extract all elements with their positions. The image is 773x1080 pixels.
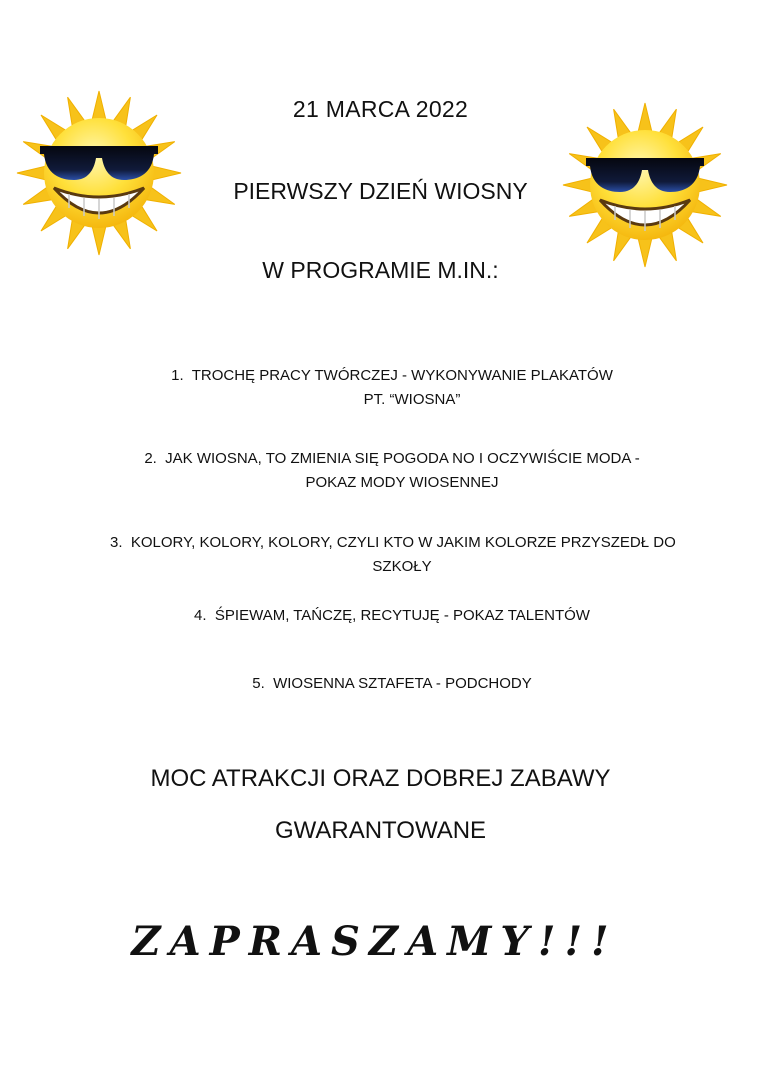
item-number: 5. xyxy=(252,675,265,692)
item-text-continued: SZKOŁY xyxy=(372,558,432,575)
item-text: TROCHĘ PRACY TWÓRCZEJ - WYKONYWANIE PLAKATÓW xyxy=(191,367,613,384)
item-text-continued: POKAZ MODY WIOSENNEJ xyxy=(305,474,499,491)
item-text: KOLORY, KOLORY, KOLORY, CZYLI KTO W JAKIM KOLORZE PRZYSZEDŁ DO xyxy=(130,534,676,551)
attractions-line: MOC ATRAKCJI ORAZ DOBREJ ZABAWY xyxy=(150,765,611,792)
event-title: PIERWSZY DZIEŃ WIOSNY xyxy=(233,178,528,204)
item-number: 3. xyxy=(110,534,123,551)
sun-ray xyxy=(92,225,107,256)
program-item-5 xyxy=(220,672,564,696)
invitation-text: ZAPRASZAMY!!! xyxy=(131,918,618,965)
program-heading: W PROGRAMIE M.IN.: xyxy=(262,257,499,283)
event-date: 21 MARCA 2022 xyxy=(292,96,469,122)
item-number: 4. xyxy=(194,607,207,624)
item-number: 2. xyxy=(144,450,157,467)
guaranteed-line: GWARANTOWANE xyxy=(274,817,487,844)
item-number: 1. xyxy=(171,367,184,384)
item-text: WIOSENNA SZTAFETA - PODCHODY xyxy=(273,675,532,692)
item-text: JAK WIOSNA, TO ZMIENIA SIĘ POGODA NO I OCZYWIŚCIE MODA - xyxy=(165,450,640,467)
item-text: ŚPIEWAM, TAŃCZĘ, RECYTUJĘ - POKAZ TALENTÓW xyxy=(214,607,590,624)
program-item-1 xyxy=(160,364,624,412)
item-text-continued: PT. “WIOSNA” xyxy=(363,391,461,408)
program-item-4 xyxy=(170,604,614,628)
program-item-3 xyxy=(110,531,674,579)
program-item-2 xyxy=(130,447,654,495)
